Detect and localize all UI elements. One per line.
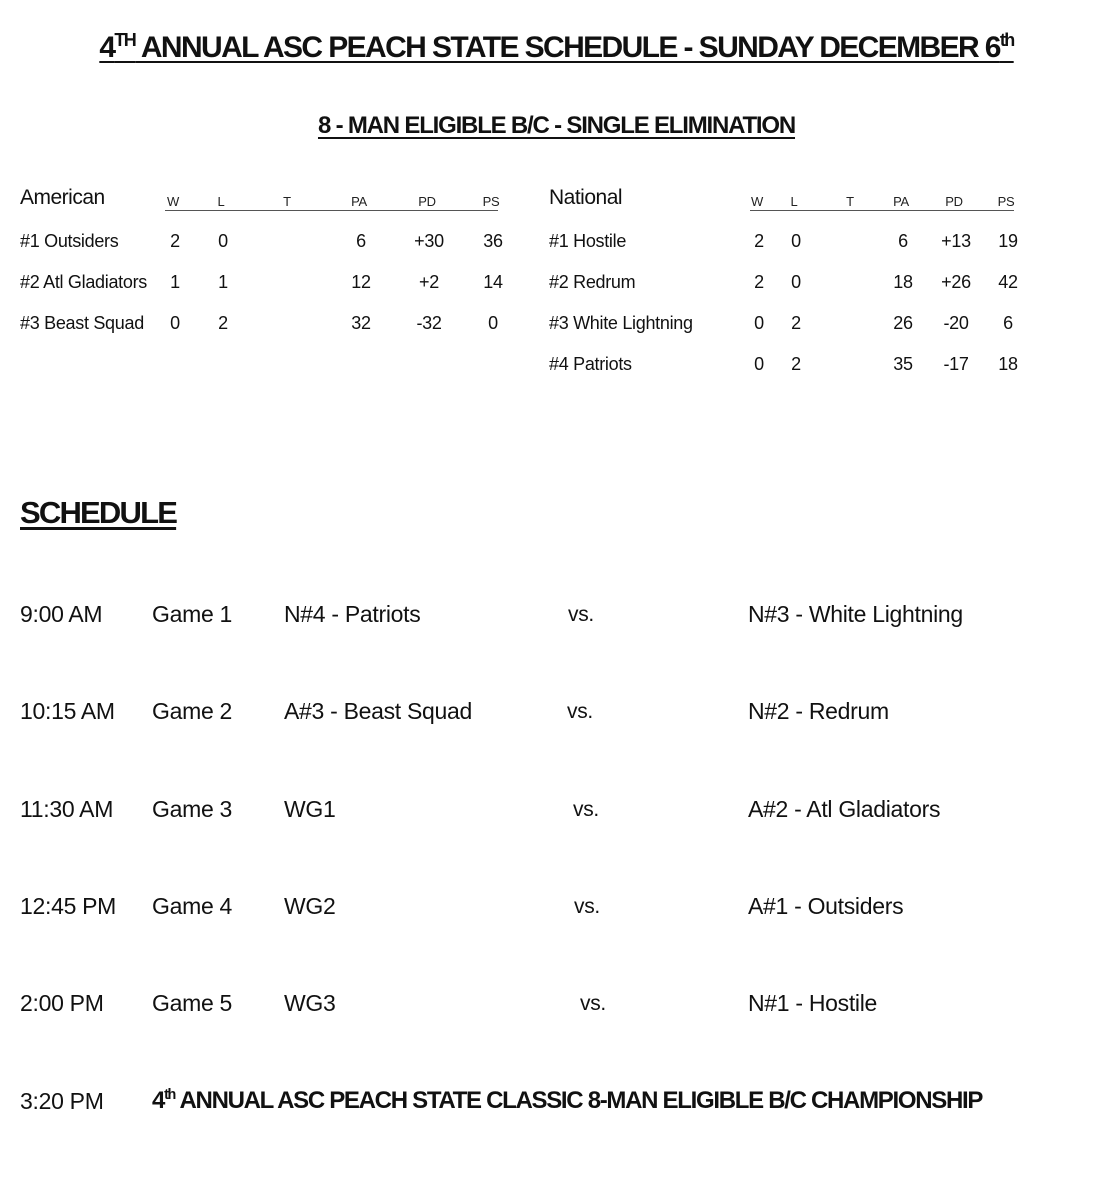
game-number: Game 1 <box>152 601 233 627</box>
stat-w: 2 <box>170 231 180 251</box>
stat-pa: 12 <box>351 272 371 292</box>
header-underline <box>750 210 1014 211</box>
versus: vs. <box>567 700 593 724</box>
stat-pa: 35 <box>893 354 913 374</box>
title-main: ANNUAL ASC PEACH STATE SCHEDULE - SUNDAY DECEMBER 6 <box>135 31 1000 64</box>
stat-ps: 6 <box>1003 313 1013 333</box>
game-time: 2:00 PM <box>20 990 104 1017</box>
stat-w: 1 <box>170 272 180 292</box>
championship-time: 3:20 PM <box>20 1088 104 1114</box>
national-conference-label: National <box>549 186 623 209</box>
column-header-pa: PA <box>351 194 367 209</box>
game-time: 12:45 PM <box>20 892 117 919</box>
game-time: 11:30 AM <box>20 795 114 822</box>
stat-pd: +30 <box>414 231 444 251</box>
away-team: N#1 - Hostile <box>748 990 878 1017</box>
title-suffix-sup: th <box>999 30 1014 50</box>
stat-l: 0 <box>791 231 801 251</box>
team-name: #2 Redrum <box>549 272 636 292</box>
team-name: #3 White Lightning <box>549 313 693 333</box>
champ-sup: th <box>164 1087 176 1103</box>
column-header-ps: PS <box>482 194 500 209</box>
column-header-t: T <box>283 194 291 209</box>
champ-prefix: 4 <box>152 1087 165 1114</box>
team-name: #1 Hostile <box>549 231 627 251</box>
stat-l: 1 <box>218 272 228 292</box>
schedule-heading: SCHEDULE <box>20 495 177 530</box>
stat-pd: +13 <box>941 231 971 251</box>
home-team: A#3 - Beast Squad <box>284 698 472 725</box>
column-header-l: L <box>217 194 225 209</box>
away-team: A#2 - Atl Gladiators <box>748 795 941 822</box>
game-number: Game 5 <box>152 990 233 1017</box>
stat-w: 2 <box>754 231 764 251</box>
stat-pd: +2 <box>419 272 439 292</box>
header-underline <box>165 210 498 211</box>
stat-pa: 32 <box>351 313 371 333</box>
column-header-pd: PD <box>945 194 963 209</box>
column-header-pa: PA <box>893 194 909 209</box>
stat-l: 2 <box>218 313 228 333</box>
game-number: Game 3 <box>152 795 233 822</box>
away-team: A#1 - Outsiders <box>748 892 904 919</box>
versus: vs. <box>574 894 600 918</box>
american-conference-label: American <box>20 186 105 209</box>
stat-pd: -32 <box>416 313 442 333</box>
stat-w: 0 <box>170 313 180 333</box>
title-sup: TH <box>114 30 136 50</box>
champ-text: ANNUAL ASC PEACH STATE CLASSIC 8-MAN ELIGIBLE B/C CHAMPIONSHIP <box>175 1087 983 1114</box>
stat-l: 2 <box>791 354 801 374</box>
away-team: N#2 - Redrum <box>748 698 889 725</box>
stat-ps: 36 <box>483 231 503 251</box>
stat-w: 2 <box>754 272 764 292</box>
stat-pd: +26 <box>941 272 971 292</box>
stat-w: 0 <box>754 354 764 374</box>
page-title <box>0 30 1113 65</box>
versus: vs. <box>573 797 599 821</box>
game-number: Game 4 <box>152 892 233 919</box>
game-number: Game 2 <box>152 698 233 725</box>
column-header-t: T <box>846 194 854 209</box>
stat-ps: 0 <box>488 313 498 333</box>
team-name: #1 Outsiders <box>20 231 119 251</box>
stat-ps: 42 <box>998 272 1018 292</box>
stat-pd: -20 <box>943 313 969 333</box>
stat-ps: 19 <box>998 231 1018 251</box>
column-header-ps: PS <box>997 194 1015 209</box>
title-prefix: 4 <box>99 31 115 64</box>
stat-l: 2 <box>791 313 801 333</box>
column-header-l: L <box>790 194 798 209</box>
stat-ps: 18 <box>998 354 1018 374</box>
stat-pa: 18 <box>893 272 913 292</box>
home-team: WG2 <box>284 892 336 919</box>
stat-pd: -17 <box>943 354 969 374</box>
home-team: N#4 - Patriots <box>284 601 421 627</box>
column-header-pd: PD <box>418 194 436 209</box>
stat-l: 0 <box>218 231 228 251</box>
game-time: 9:00 AM <box>20 601 103 627</box>
championship-title <box>152 1087 982 1115</box>
team-name: #2 Atl Gladiators <box>20 272 147 292</box>
home-team: WG1 <box>284 795 336 822</box>
team-name: #3 Beast Squad <box>20 313 144 333</box>
stat-l: 0 <box>791 272 801 292</box>
game-time: 10:15 AM <box>20 698 115 725</box>
versus: vs. <box>580 992 606 1016</box>
division-subtitle: 8 - MAN ELIGIBLE B/C - SINGLE ELIMINATION <box>317 112 796 139</box>
stat-w: 0 <box>754 313 764 333</box>
column-header-w: W <box>167 194 179 209</box>
stat-pa: 6 <box>898 231 908 251</box>
versus: vs. <box>568 603 594 626</box>
stat-pa: 26 <box>893 313 913 333</box>
stat-ps: 14 <box>483 272 503 292</box>
home-team: WG3 <box>284 990 336 1017</box>
column-header-w: W <box>751 194 763 209</box>
stat-pa: 6 <box>356 231 366 251</box>
team-name: #4 Patriots <box>549 354 632 374</box>
away-team: N#3 - White Lightning <box>748 601 963 627</box>
